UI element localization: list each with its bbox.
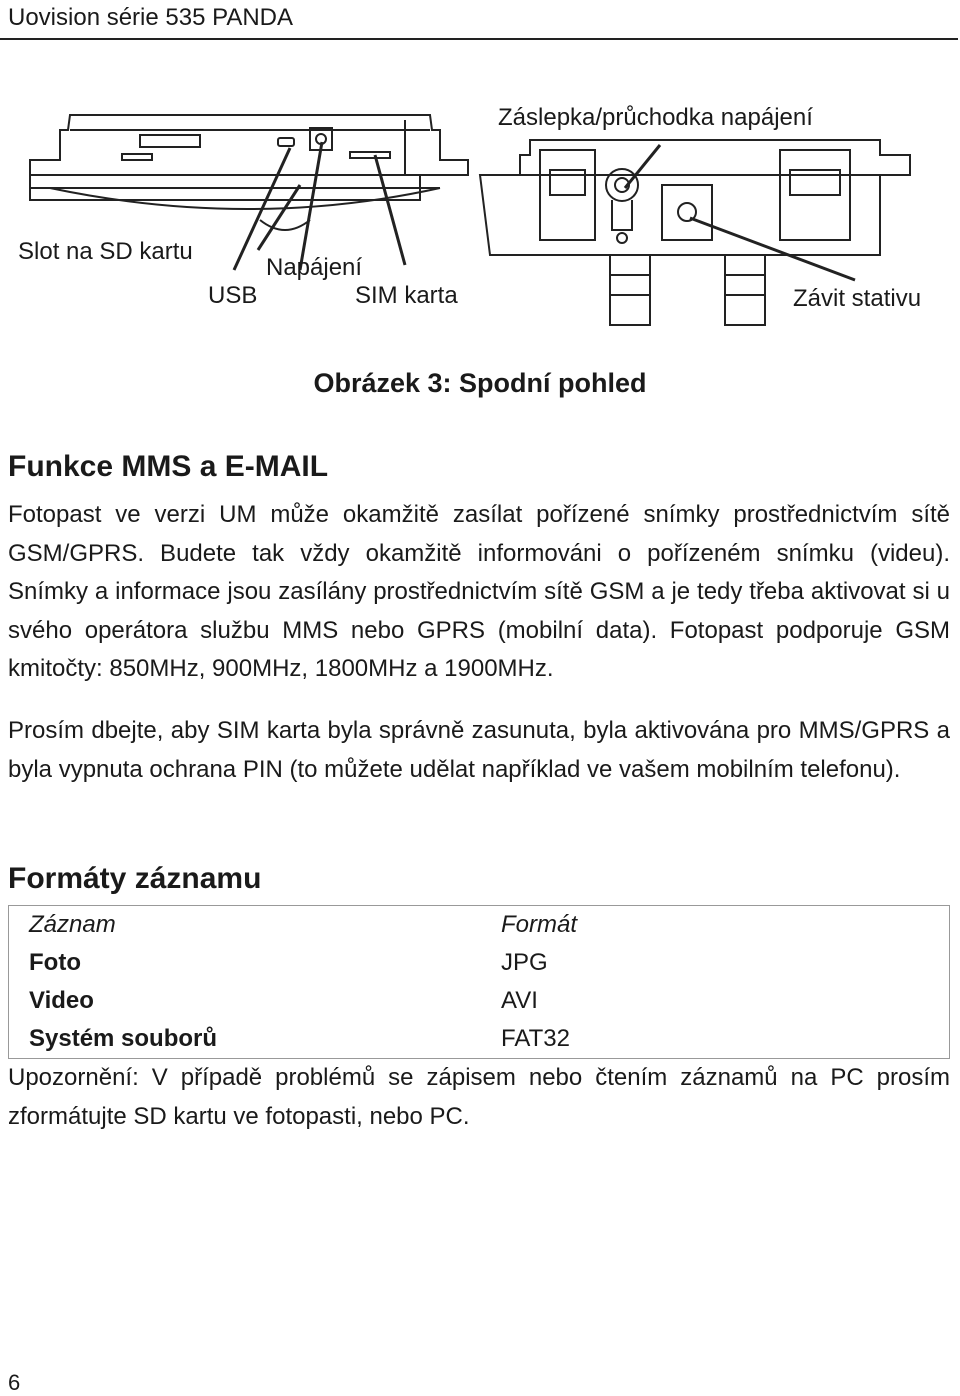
table-cell-record: Video — [9, 982, 482, 1020]
table-row — [9, 1020, 950, 1059]
paragraph-sim-instructions: Prosím dbejte, aby SIM karta byla správně zasunuta, byla aktivována pro MMS/GPRS a byla vypnuta ochrana PIN (to můžete udělat například ve vašem mobilním telefonu). — [8, 717, 950, 783]
callout-sd-slot: Slot na SD kartu — [18, 238, 193, 265]
paragraph-format-note: Upozornění: V případě problémů se zápisem nebo čtením záznamů na PC prosím zformátujte SD kartu ve fotopasti, nebo PC. — [8, 1064, 950, 1130]
callout-usb: USB — [208, 282, 258, 309]
table-header-record: Záznam — [9, 906, 482, 945]
callout-power-cover: Záslepka/průchodka napájení — [498, 104, 813, 131]
table-cell-format: FAT32 — [481, 1020, 950, 1059]
figure-caption: Obrázek 3: Spodní pohled — [313, 368, 647, 398]
callout-tripod-thread: Závit stativu — [793, 285, 922, 312]
table-cell-format: AVI — [481, 982, 950, 1020]
table-header-row — [9, 906, 950, 945]
header-rule — [0, 38, 958, 40]
table-cell-record: Systém souborů — [9, 1020, 482, 1059]
callout-power: Napájení — [266, 254, 363, 281]
callout-sim-card: SIM karta — [355, 282, 458, 309]
section-heading-mms: Funkce MMS a E-MAIL — [8, 450, 329, 483]
table-header-format: Formát — [481, 906, 950, 945]
table-cell-format: JPG — [481, 944, 950, 982]
table-row — [9, 982, 950, 1020]
section-heading-formats: Formáty záznamu — [8, 862, 262, 895]
bottom-view-figure — [0, 80, 960, 340]
paragraph-mms-intro: Fotopast ve verzi UM může okamžitě zasílat pořízené snímky prostřednictvím sítě GSM/GPRS. Budete tak vždy okamžitě informováni o pořízeném snímku (videu). Snímky a informace jsou zasílány prostřednictvím sítě GSM a je tedy třeba aktivovat si u svého operátora službu MMS nebo GPRS (mobilní data). Fotopast podporuje GSM kmitočty: 850MHz, 900MHz, 1800MHz a 1900MHz. — [8, 501, 950, 682]
formats-table — [8, 905, 950, 1059]
page-number: 6 — [8, 1370, 21, 1395]
table-row — [9, 944, 950, 982]
running-header: Uovision série 535 PANDA — [8, 4, 294, 31]
left-body-drawing — [30, 115, 468, 230]
table-cell-record: Foto — [9, 944, 482, 982]
